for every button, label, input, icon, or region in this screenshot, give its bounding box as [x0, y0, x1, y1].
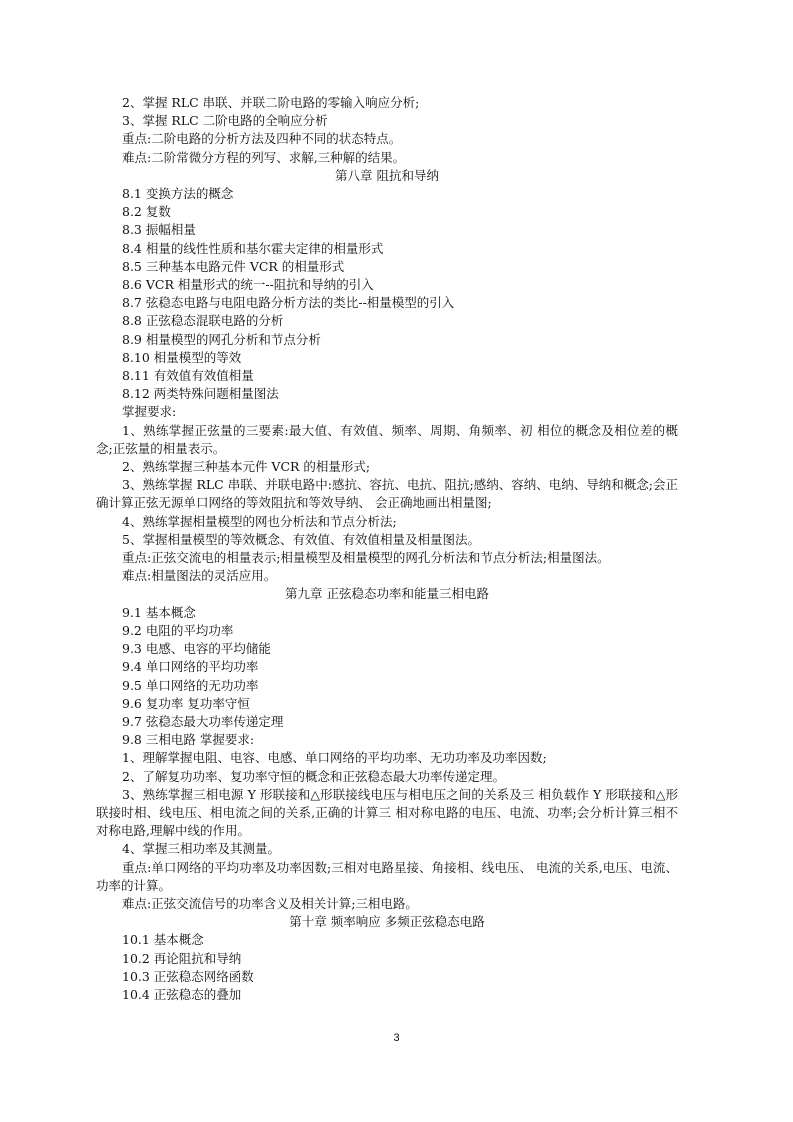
chapter-8-title: 第八章 阻抗和导纳: [335, 167, 439, 183]
section-item: 9.7 弦稳态最大功率传递定理: [122, 713, 284, 729]
difficult-point: 难点:正弦交流信号的功率含义及相关计算;三相电路。: [122, 895, 418, 911]
section-item: 8.6 VCR 相量形式的统一--阻抗和导纳的引入: [122, 277, 374, 293]
section-item: 8.11 有效值有效值相量: [122, 368, 254, 384]
section-item: 10.2 再论阻抗和导纳: [122, 950, 242, 966]
section-item: 8.3 振幅相量: [122, 222, 196, 238]
difficult-point: 难点:二阶常微分方程的列写、求解,三种解的结果。: [122, 149, 406, 165]
requirements-heading: 掌握要求:: [122, 404, 177, 420]
chapter-10-title: 第十章 频率响应 多频正弦稳态电路: [289, 914, 485, 930]
requirement-item: 2、熟练掌握三种基本元件 VCR 的相量形式;: [122, 459, 371, 475]
requirement-item: 4、掌握三相功率及其测量。: [122, 841, 280, 857]
section-item: 10.4 正弦稳态的叠加: [122, 986, 242, 1002]
section-item: 9.5 单口网络的无功功率: [122, 677, 259, 693]
page-number: 3: [393, 1032, 400, 1044]
section-item: 8.7 弦稳态电路与电阻电路分析方法的类比--相量模型的引入: [122, 295, 455, 311]
text-line: 2、掌握 RLC 串联、并联二阶电路的零输入响应分析;: [122, 95, 420, 110]
requirement-item: 5、掌握相量模型的等效概念、有效值、有效值相量及相量图法。: [122, 531, 480, 547]
requirement-item: 4、熟练掌握相量模型的网也分析法和节点分析法;: [122, 513, 397, 529]
section-item: 9.2 电阻的平均功率: [122, 622, 234, 638]
section-item: 8.10 相量模型的等效: [122, 349, 242, 365]
section-item: 8.8 正弦稳态混联电路的分析: [122, 313, 284, 329]
section-item: 8.1 变换方法的概念: [122, 186, 234, 202]
section-item: 8.12 两类特殊问题相量图法: [122, 386, 279, 402]
section-item: 8.5 三种基本电路元件 VCR 的相量形式: [122, 258, 345, 274]
section-item: 8.4 相量的线性性质和基尔霍夫定律的相量形式: [122, 240, 384, 256]
difficult-point: 难点:相量图法的灵活应用。: [122, 568, 277, 584]
key-point: 重点:单口网络的平均功率及功率因数;三相对电路星接、角接相、线电压、 电流的关系,电压、电流、功率的计算。: [96, 859, 678, 893]
section-item: 10.3 正弦稳态网络函数: [122, 968, 254, 984]
section-item: 8.9 相量模型的网孔分析和节点分析: [122, 331, 321, 347]
requirement-item: 1、理解掌握电阻、电容、电感、单口网络的平均功率、无功功率及功率因数;: [122, 750, 547, 766]
section-item: 9.3 电感、电容的平均储能: [122, 641, 271, 657]
section-item: 9.8 三相电路 掌握要求:: [122, 732, 255, 748]
chapter-9-title: 第九章 正弦稳态功率和能量三相电路: [285, 586, 489, 602]
section-item: 9.1 基本概念: [122, 604, 196, 620]
text-line: 3、掌握 RLC 二阶电路的全响应分析: [122, 113, 328, 129]
section-item: 10.1 基本概念: [122, 932, 204, 948]
section-item: 9.4 单口网络的平均功率: [122, 659, 259, 675]
requirement-item: 2、了解复功功率、复功率守恒的概念和正弦稳态最大功率传递定理。: [122, 768, 505, 784]
key-point: 重点:二阶电路的分析方法及四种不同的状态特点。: [122, 131, 402, 147]
requirement-item: 3、熟练掌握三相电源 Y 形联接和△形联接线电压与相电压之间的关系及三 相负载作 Y 形联接和△形联接时相、线电压、相电流之间的关系,正确的计算三 相对称电路的电压、电流、功率;会分析计算三相不对称电路,理解中线的作用。: [96, 786, 678, 839]
section-item: 8.2 复数: [122, 204, 171, 220]
key-point: 重点:正弦交流电的相量表示;相量模型及相量模型的网孔分析法和节点分析法;相量图法。: [122, 550, 610, 566]
section-item: 9.6 复功率 复功率守恒: [122, 695, 250, 711]
document-body: [96, 94, 678, 1004]
requirement-item: 3、熟练掌握 RLC 串联、并联电路中:感抗、容抗、电抗、阻抗;感纳、容纳、电纳、导纳和概念;会正确计算正弦无源单口网络的等效阻抗和等效导纳、 会正确地画出相量图;: [96, 477, 678, 511]
requirement-item: 1、熟练掌握正弦量的三要素:最大值、有效值、频率、周期、角频率、初 相位的概念及相位差的概念;正弦量的相量表示。: [96, 422, 678, 456]
